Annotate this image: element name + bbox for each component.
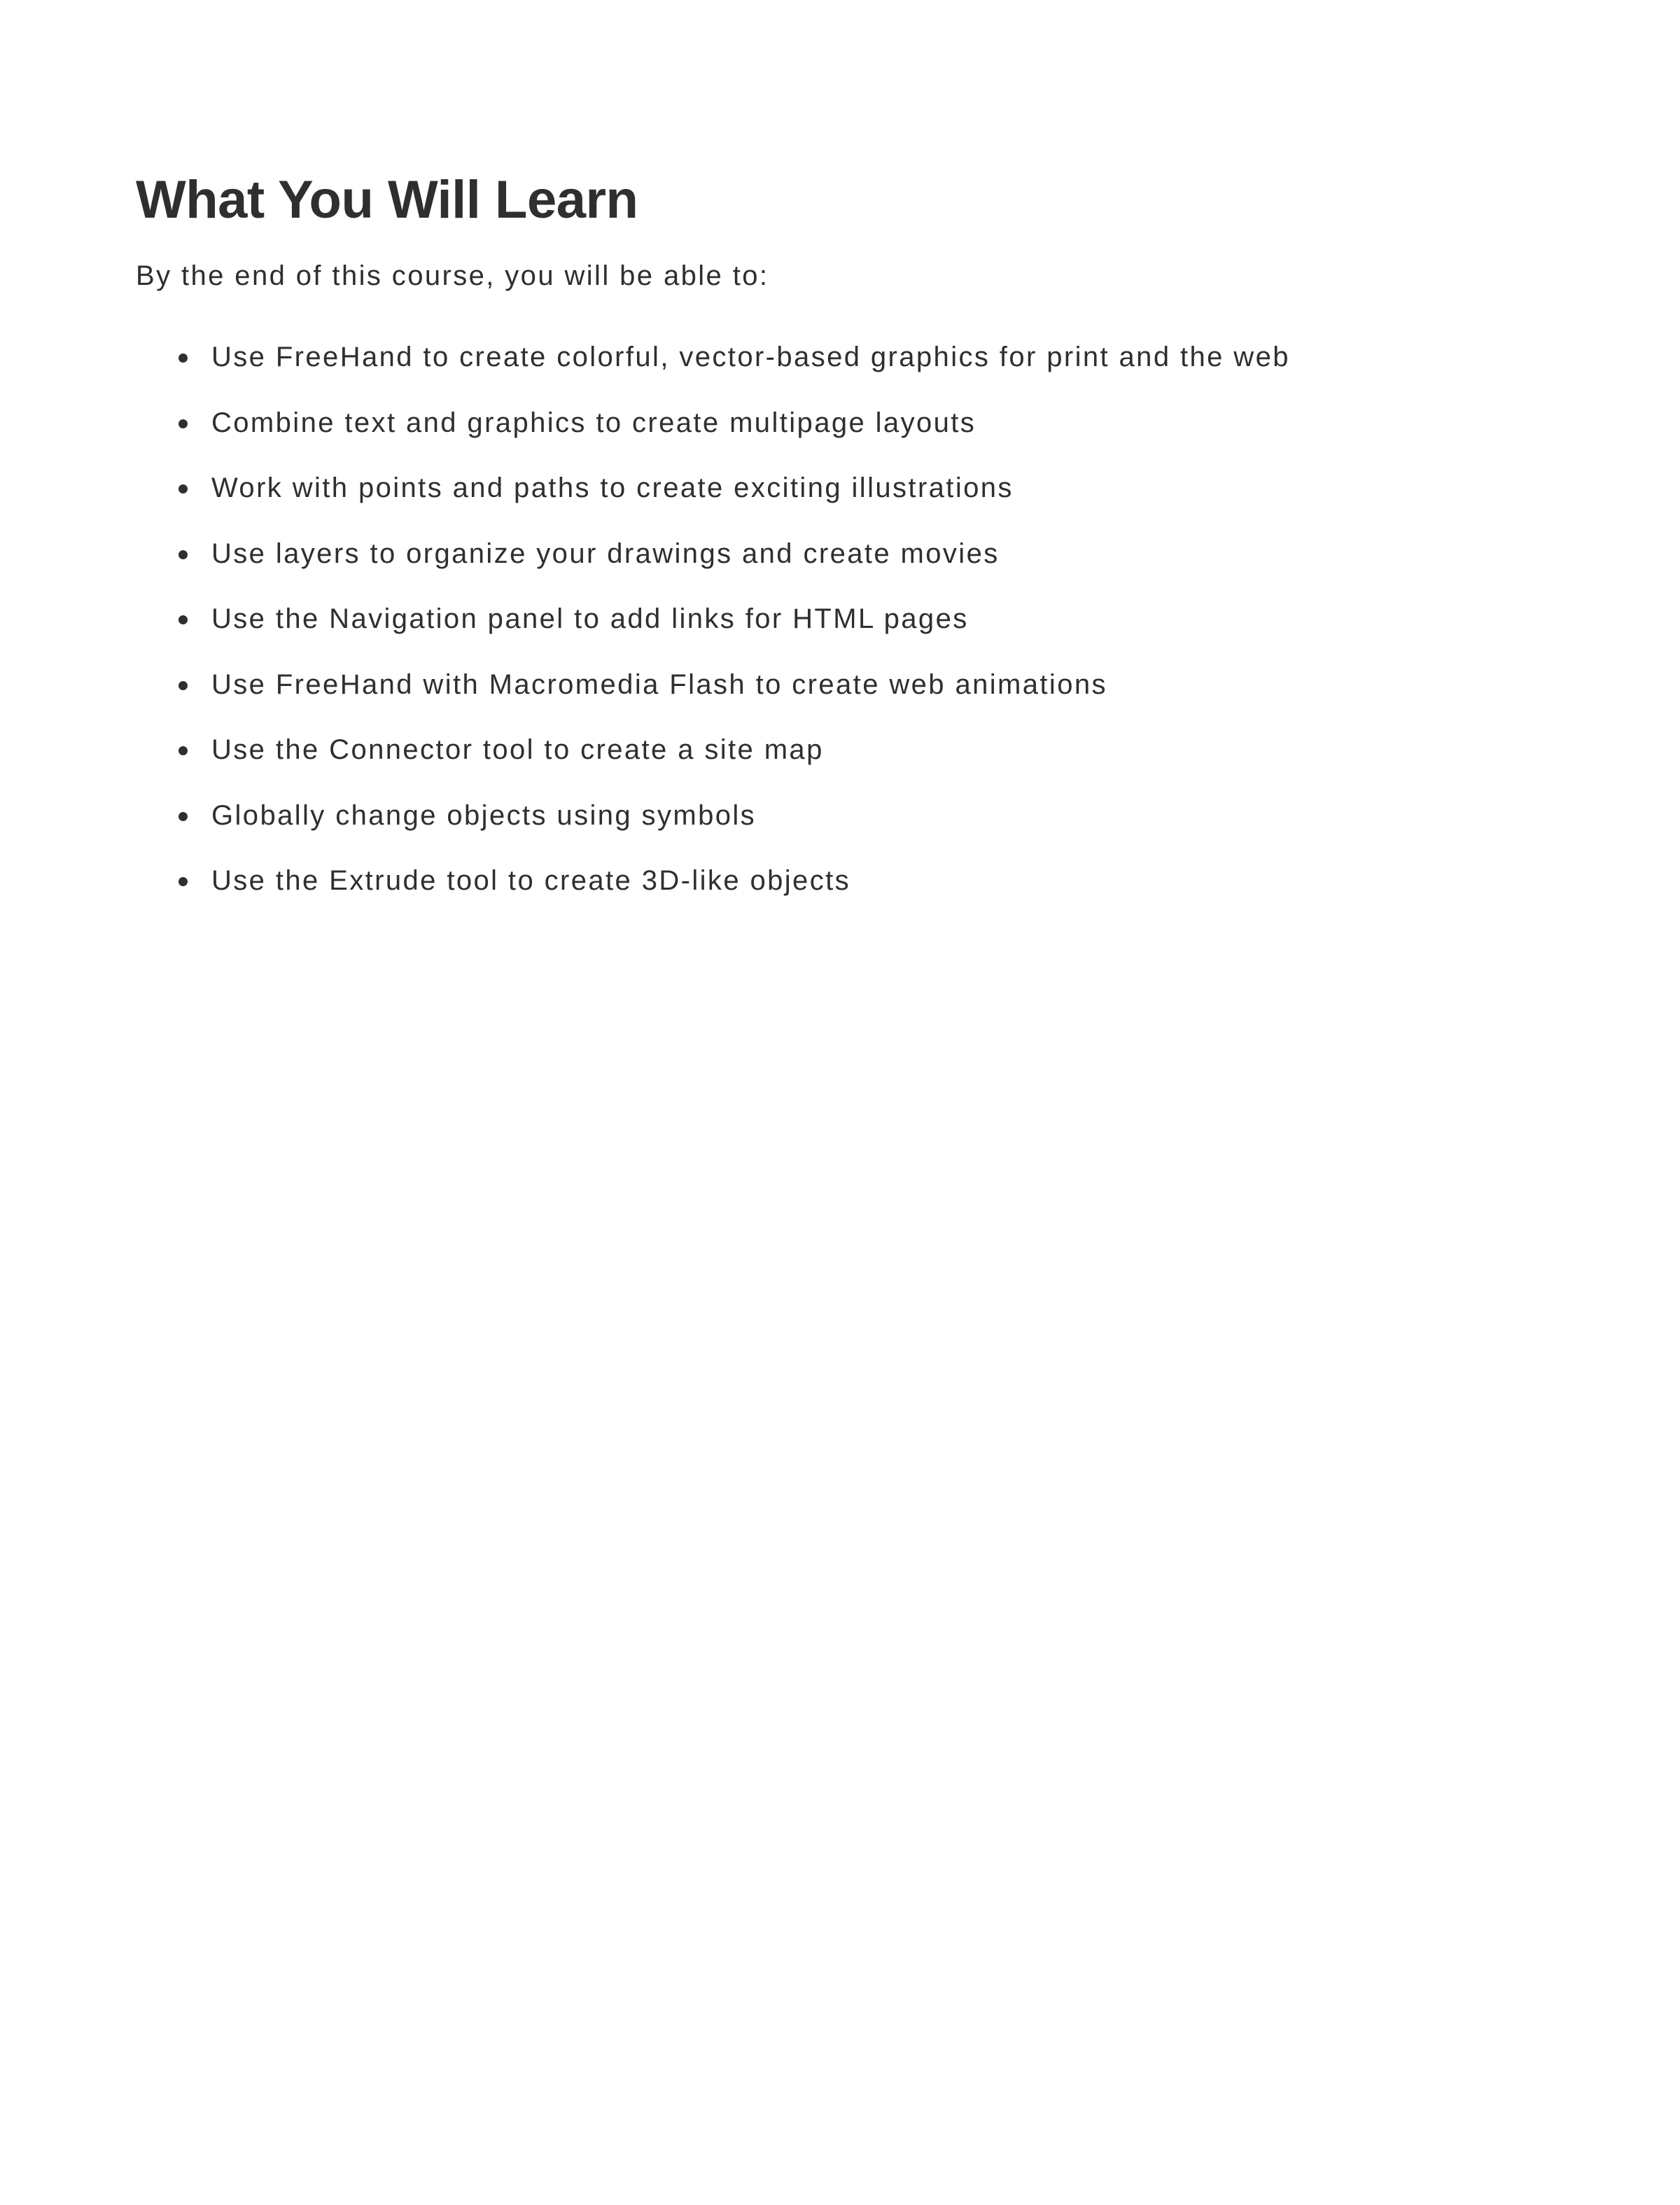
bullet-icon [178,812,188,821]
list-item-text: Combine text and graphics to create multipage layouts [211,407,976,438]
list-item-text: Globally change objects using symbols [211,799,757,831]
bullet-icon [178,681,188,690]
page-title: What You Will Learn [136,170,638,230]
list-item [136,860,1536,902]
list-item [136,402,1536,444]
list-item-text: Use FreeHand to create colorful, vector-based graphics for print and the web [211,342,1290,372]
bullet-icon [178,615,188,624]
bullet-icon [178,550,188,559]
bullet-icon [178,877,188,886]
intro-text: By the end of this course, you will be able to: [136,260,769,291]
list-item-text: Use the Connector tool to create a site map [211,734,824,765]
list-item-text: Work with points and paths to create exciting illustrations [211,472,1014,503]
list-item [136,664,1536,706]
list-item-text: Use the Navigation panel to add links for HTML pages [211,603,969,634]
bullet-icon [178,484,188,493]
list-item-text: Use FreeHand with Macromedia Flash to create web animations [211,668,1107,700]
bullet-icon [178,419,188,428]
page-content [136,165,1536,925]
list-item [136,729,1536,771]
list-item [136,467,1536,509]
list-item [136,598,1536,640]
list-item [136,794,1536,836]
bullet-icon [178,746,188,755]
bullet-icon [178,354,188,363]
learning-objectives-list [136,336,1536,902]
list-item-text: Use layers to organize your drawings and create movies [211,538,1000,569]
list-item [136,533,1536,575]
list-item [136,336,1536,378]
list-item-text: Use the Extrude tool to create 3D-like objects [211,865,851,896]
